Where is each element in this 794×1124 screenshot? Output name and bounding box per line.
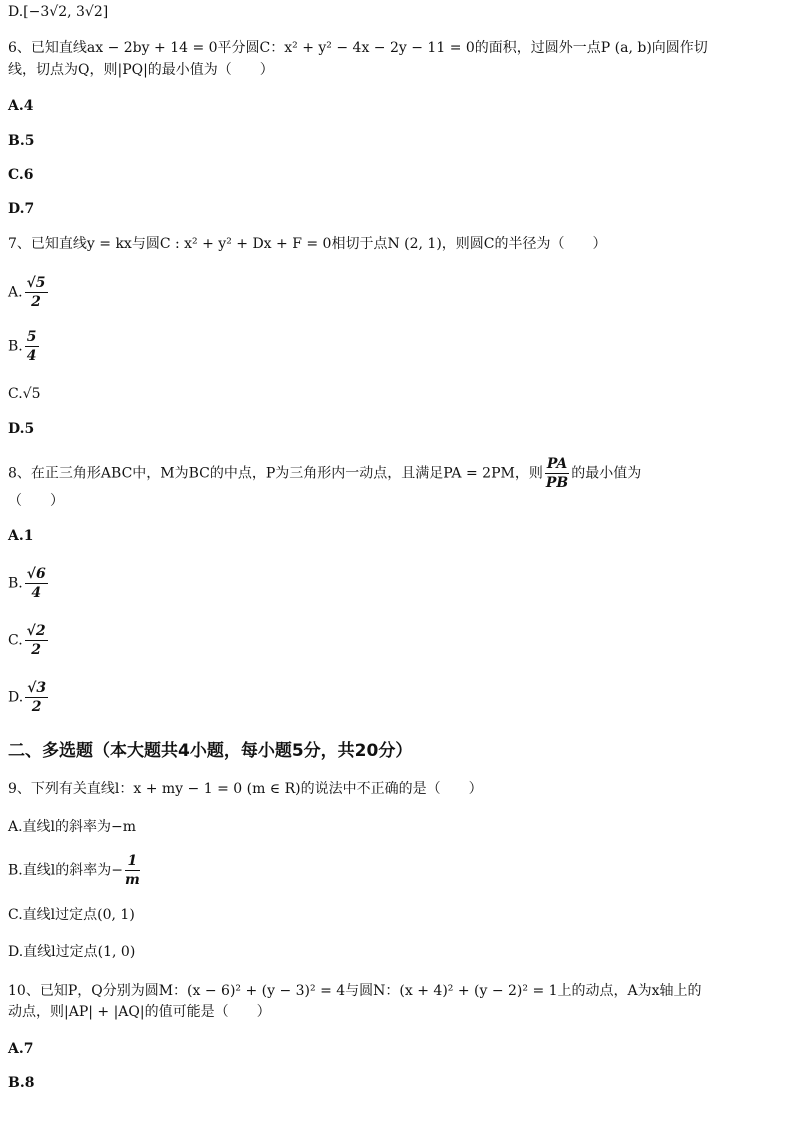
fraction: $\frac{5}{4}$: [26, 329, 37, 364]
q9-option-d: D.直线l过定点(1, 0): [8, 944, 136, 960]
q10-stem-line1: 10、已知P，Q分别为圆M：(x − 6)² + (y − 3)² = 4与圆N：(x + 4)² + (y − 2)² = 1上的动点，A为x轴上的: [8, 983, 702, 999]
q7-option-c: C.√5: [8, 386, 41, 402]
q6-option-c: C.6: [8, 167, 34, 183]
fraction: $\frac{PA}{PB}$: [545, 456, 569, 491]
q9-stem: 9、下列有关直线l：x + my − 1 = 0 (m ∈ R)的说法中不正确的是（ ）: [8, 781, 483, 797]
q8-option-c: C. $\frac{√2}{2}$: [8, 623, 46, 658]
q8-option-d: D. $\frac{√3}{2}$: [8, 680, 47, 715]
q10-option-a: A.7: [8, 1041, 34, 1057]
fraction: $\frac{√2}{2}$: [26, 623, 46, 658]
q6-stem-line2: 线，切点为Q，则|PQ|的最小值为（ ）: [8, 62, 274, 78]
q9-option-a: A.直线l的斜率为−m: [8, 819, 137, 835]
q6-option-d: D.7: [8, 201, 35, 217]
q7-option-a: A. $\frac{√5}{2}$: [8, 275, 46, 310]
q6-stem-line1: 6、已知直线ax − 2by + 14 = 0平分圆C：x² + y² − 4x − 2y − 11 = 0的面积，过圆外一点P (a, b)向圆作切: [8, 40, 708, 56]
q8-stem-line1: 8、在正三角形ABC中，M为BC的中点，P为三角形内一动点，且满足PA = 2PM，则 $\frac{PA}{PB}$ 的最小值为: [8, 456, 642, 491]
q6-option-a: A.4: [8, 98, 34, 114]
q6-option-b: B.5: [8, 133, 35, 149]
q10-option-b: B.8: [8, 1075, 35, 1091]
section-heading: 二、多选题（本大题共4小题，每小题5分，共20分）: [8, 741, 413, 761]
q8-stem-line2: （ ）: [8, 493, 64, 509]
fraction: $\frac{1}{m}$: [124, 853, 140, 888]
q8-option-b: B. $\frac{√6}{4}$: [8, 566, 46, 601]
q7-stem: 7、已知直线y = kx与圆C : x² + y² + Dx + F = 0相切于点N (2, 1)，则圆C的半径为（ ）: [8, 236, 607, 252]
q7-option-b: B. $\frac{5}{4}$: [8, 329, 37, 364]
fraction: $\frac{√5}{2}$: [26, 275, 46, 310]
fraction: $\frac{√3}{2}$: [27, 680, 47, 715]
q10-stem-line2: 动点，则|AP| + |AQ|的值可能是（ ）: [8, 1004, 271, 1020]
q9-option-c: C.直线l过定点(0, 1): [8, 907, 135, 923]
q9-option-b: B.直线l的斜率为− $\frac{1}{m}$: [8, 853, 140, 888]
q8-option-a: A.1: [8, 528, 34, 544]
q7-option-d: D.5: [8, 421, 35, 437]
q5-option-d: D.[−3√2, 3√2]: [8, 4, 109, 20]
fraction: $\frac{√6}{4}$: [26, 566, 46, 601]
